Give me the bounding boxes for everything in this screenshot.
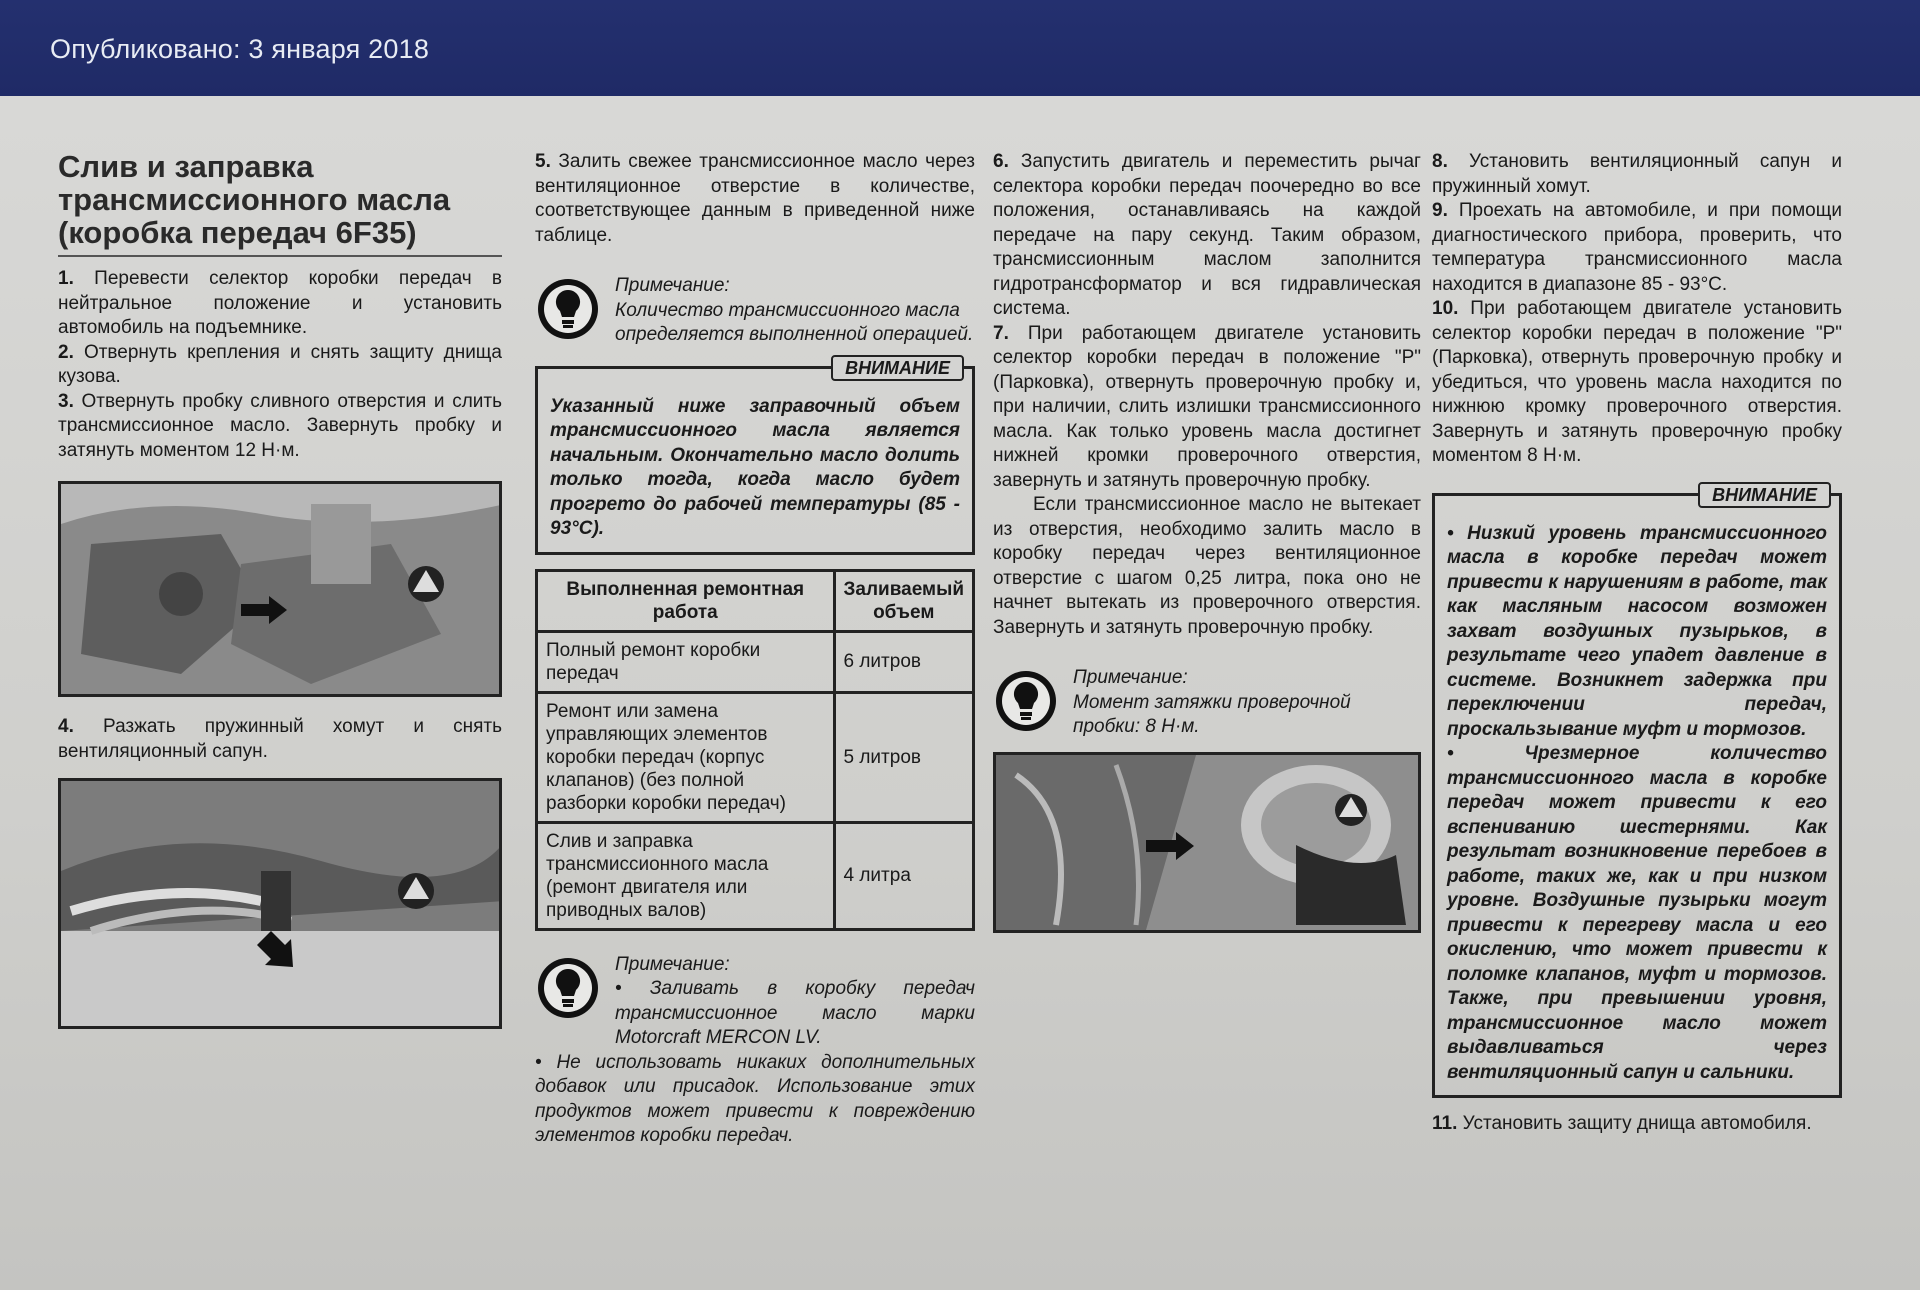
note-2-heading: Примечание: xyxy=(615,953,730,975)
step-2: 2. Отвернуть крепления и снять защиту днища кузова. xyxy=(58,341,503,387)
table-row xyxy=(537,692,974,822)
lightbulb-icon xyxy=(993,668,1059,734)
note-3 xyxy=(993,666,1421,740)
lightbulb-icon xyxy=(535,955,601,1021)
note-3-heading: Примечание: xyxy=(1073,667,1188,688)
note-1-text: Количество трансмиссионного масла определяется выполненной операцией. xyxy=(615,299,974,345)
lightbulb-icon xyxy=(535,276,601,342)
column-3 xyxy=(993,150,1421,933)
table-row xyxy=(537,822,974,929)
photo-breather xyxy=(58,778,502,1029)
note-2-bullet-2: • Не использовать никаких дополнительных добавок или присадок. Использование этих продуктов может привести к повреждению элементов коробки передач. xyxy=(535,1051,975,1146)
note-2-bullet-1: • Заливать в коробку передач трансмиссионное масло марки Motorcraft MERCON LV. xyxy=(615,978,975,1048)
table-header-volume: Заливаемый объем xyxy=(834,570,974,631)
column-4 xyxy=(1432,150,1842,1137)
note-2 xyxy=(535,953,975,1149)
step-11: 11. Установить защиту днища автомобиля. xyxy=(1432,1113,1812,1134)
header-bar xyxy=(0,0,1920,96)
table-row xyxy=(537,631,974,692)
table-cell-volume: 5 литров xyxy=(834,692,974,822)
step-1: 1. Перевести селектор коробки передач в нейтральное положение и установить автомобиль на подъемнике. xyxy=(58,268,503,338)
step-8: 8. Установить вентиляционный сапун и пружинный хомут. xyxy=(1432,151,1843,197)
warning-2-tag: ВНИМАНИЕ xyxy=(1698,482,1831,508)
table-cell-work: Полный ремонт коробки передач xyxy=(537,631,835,692)
note-1-heading: Примечание: xyxy=(615,275,730,296)
column-1 xyxy=(58,150,502,1029)
step-6: 6. Запустить двигатель и переместить рычаг селектора коробки передач поочередно во все положения, останавливаясь на каждой передаче на пару секунд. Таким образом, трансмиссионным маслом заполнится гидротрансформатор и вся гидравлическая система. xyxy=(993,151,1421,319)
table-cell-volume: 6 литров xyxy=(834,631,974,692)
step-10: 10. При работающем двигателе установить селектор коробки передач в положение "P" (Парковка), отвернуть проверочную пробку и убедиться, что уровень масла находится по нижнюю кромку проверочного отверстия. Завернуть и затянуть проверочную пробку моментом 8 Н·м. xyxy=(1432,298,1843,466)
warning-2-bullet-1: • Низкий уровень трансмиссионного масла в коробке передач может привести к нарушениям в работе, так как масляным насосом возможен захват воздушных пузырьков, в результате чего упадет давление в системе. Возникнет задержка при переключении передач, проскальзывание муфт и тормозов. xyxy=(1447,522,1827,740)
published-date: Опубликовано: 3 января 2018 xyxy=(50,34,430,64)
step-5: 5. Залить свежее трансмиссионное масло через вентиляционное отверстие в количестве, соответствующее данным в приведенной ниже таблице. xyxy=(535,151,976,246)
table-cell-volume: 4 литра xyxy=(834,822,974,929)
step-3: 3. Отвернуть пробку сливного отверстия и слить трансмиссионное масло. Завернуть пробку и затянуть моментом 12 Н·м. xyxy=(58,390,502,461)
photo-check-plug xyxy=(993,752,1421,933)
note-3-text: Момент затяжки проверочной пробки: 8 Н·м. xyxy=(1073,691,1351,737)
step-4: 4. Разжать пружинный хомут и снять вентиляционный сапун. xyxy=(58,716,502,762)
table-cell-work: Ремонт или замена управляющих элементов коробки передач (корпус клапанов) (без полной разборки коробки передач) xyxy=(537,692,835,822)
warning-box-1 xyxy=(535,357,975,555)
step-7-continued: Если трансмиссионное масло не вытекает из отверстия, необходимо залить масло в коробку передач через вентиляционное отверстие с шагом 0,25 литра, пока оно не начнет вытекать из проверочного отверстия. Завернуть и затянуть проверочную пробку. xyxy=(993,494,1421,638)
note-1 xyxy=(535,274,975,348)
table-header-work: Выполненная ремонтная работа xyxy=(537,570,835,631)
step-9: 9. Проехать на автомобиле, и при помощи диагностического прибора, проверить, что температура трансмиссионного масла находится в диапазоне 85 - 93°С. xyxy=(1432,200,1842,295)
photo-drain-plug xyxy=(58,481,502,697)
volume-table xyxy=(535,569,975,931)
article-title: Слив и заправка трансмиссионного масла (коробка передач 6F35) xyxy=(58,150,502,257)
warning-1-tag: ВНИМАНИЕ xyxy=(831,355,964,381)
warning-1-text: Указанный ниже заправочный объем трансмиссионного масла является начальным. Окончательно масло долить только тогда, когда масло будет прогрето до рабочей температуры (85 - 93°С). xyxy=(550,395,960,539)
warning-box-2 xyxy=(1432,484,1842,1099)
step-7: 7. При работающем двигателе установить селектор коробки передач в положение "P" (Парковка), отвернуть проверочную пробку и, при наличии, слить излишки трансмиссионного масла. Как только уровень масла достигнет нижней кромки проверочного отверстия, завернуть и затянуть проверочную пробку. xyxy=(993,322,1422,491)
table-cell-work: Слив и заправка трансмиссионного масла (ремонт двигателя или приводных валов) xyxy=(537,822,835,929)
column-2 xyxy=(535,150,975,1161)
warning-2-bullet-2: • Чрезмерное количество трансмиссионного масла в коробке передач может привести к его вспениванию шестернями. Как результат возникновение перебоев в работе, таких же, как и при низком уровне. Воздушные пузырьки могут привести к перегреву масла и его окислению, что может привести к поломке клапанов, муфт и тормозов. Также, при превышении уровня, трансмиссионное масло может выдавливаться через вентиляционный сапун и сальники. xyxy=(1447,743,1827,1083)
